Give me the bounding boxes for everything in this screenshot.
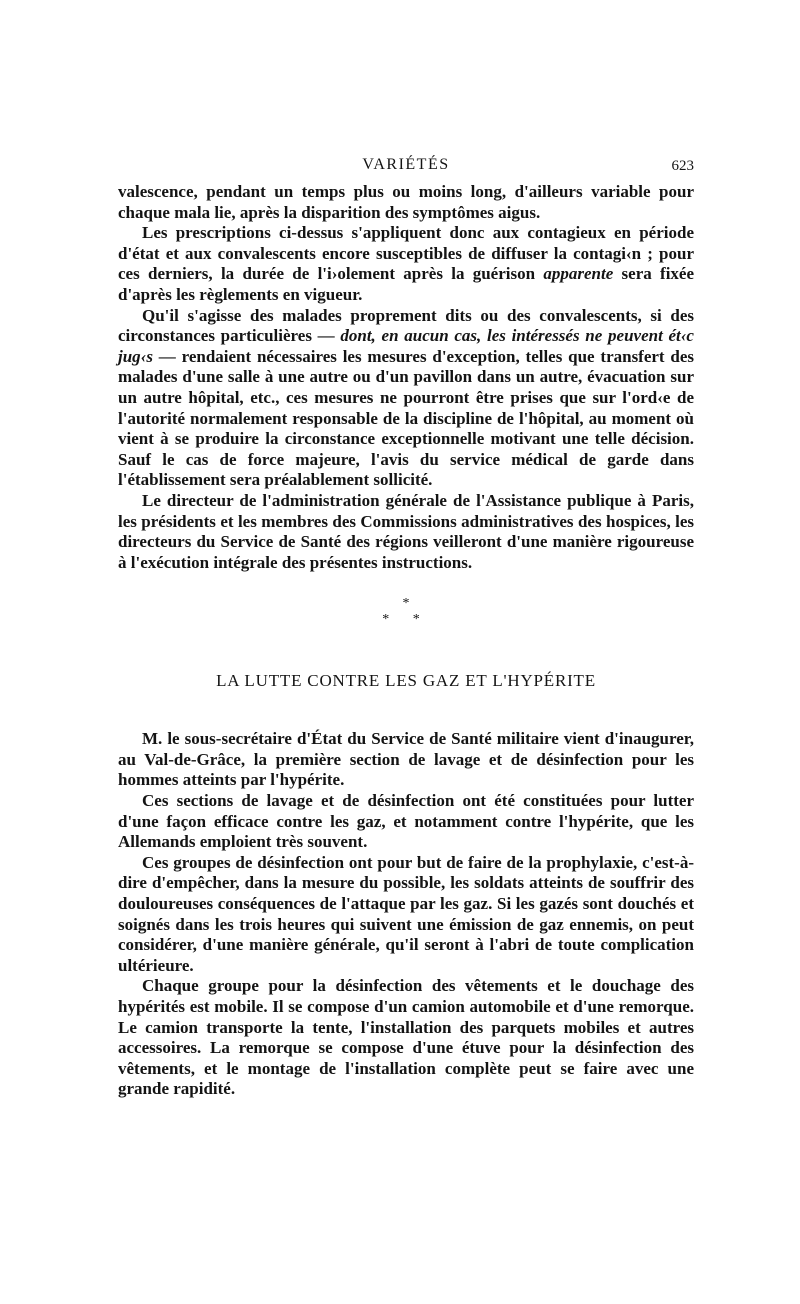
paragraph-mobile: Chaque groupe pour la désinfection des vêtements et le douchage des hypérités est mobile. Il se compose d'un camion automobile et d'une remorque. Le camion transporte la tente, l'installation des parquets mobiles et autres accessoires. La remorque se compose d'une étuve pour la désinfection des vêtements, et le montage de l'installation complète peut se faire avec une grande rapidité. (118, 976, 694, 1099)
paragraph-sections: Ces sections de lavage et de désinfection ont été constituées pour lutter d'une façon efficace contre les gaz, et notamment contre l'hypérite, que les Allemands emploient très souvent. (118, 791, 694, 852)
paragraph-text: — rendaient nécessaires les mesures d'exception, telles que transfert des malades d'une salle à une autre ou d'un pavillon dans un autre, évacuation sur un autre hôpital, etc., ces mesures ne pourront être prises que sur l'ord‹e de l'autorité normalement responsable de la discipline de l'hôpital, au moment où vient à se produire la circonstance exceptionnelle motivant une telle décision. Sauf le cas de force majeure, l'avis du service médical de garde dans l'établissement sera préalablement sollicité. (118, 346, 695, 490)
page-header (118, 150, 694, 182)
asterism-bottom: * * (382, 612, 430, 628)
page-number: 623 (671, 158, 694, 174)
paragraph-inauguration: M. le sous-secrétaire d'État du Service de Santé militaire vient d'inaugurer, au Val-de-Grâce, la première section de lavage et de désinfection pour les hommes atteints par l'hypérite. (118, 729, 694, 790)
asterism-separator (118, 589, 694, 641)
paragraph-circumstances (118, 306, 694, 491)
paragraph-continuation: valescence, pendant un temps plus ou moins long, d'ailleurs variable pour chaque mala lie, après la disparition des symptômes aigus. (118, 182, 694, 222)
paragraph-prescriptions (118, 223, 694, 305)
paragraph-groupes: Ces groupes de désinfection ont pour but de faire de la prophylaxie, c'est-à-dire d'empêcher, dans la mesure du possible, les soldats atteints de souffrir des douloureuses conséquences de l'attaque par les gaz. Si les gazés sont douchés et soignés dans les trois heures qui suivent une émission de gaz ennemis, on peut considérer, d'une manière générale, qu'il seront à l'abri de toute complication ultérieure. (118, 852, 694, 975)
running-title: VARIÉTÉS (362, 156, 450, 173)
paragraph-text: Qu'il s'agisse des malades proprement dits ou des convalescents, si des circonstances particulières — (118, 305, 694, 346)
emphasis-text: apparente (543, 264, 614, 284)
paragraph-directeur: Le directeur de l'administration générale de l'Assistance publique à Paris, les présidents et les membres des Commissions administratives des hospices, les directeurs du Service de Santé des régions veilleront d'une manière rigoureuse à l'exécution intégrale des présentes instructions. (118, 490, 694, 572)
emphasis-text: dont, en aucun cas, les intéressés ne peuvent ét‹c jug‹s (118, 326, 694, 366)
page (118, 150, 694, 1100)
paragraph-text: sera fixée d'après les règlements en vigueur. (118, 264, 695, 304)
section-title: LA LUTTE CONTRE LES GAZ ET L'HYPÉRITE (216, 671, 596, 691)
asterism-top: * (402, 596, 410, 612)
paragraph-text: Les prescriptions ci-dessus s'appliquent donc aux contagieux en période d'état et aux convalescents encore susceptibles de diffuser la contagi‹n ; pour ces derniers, la durée de l'i›olement après la guérison (118, 223, 694, 284)
